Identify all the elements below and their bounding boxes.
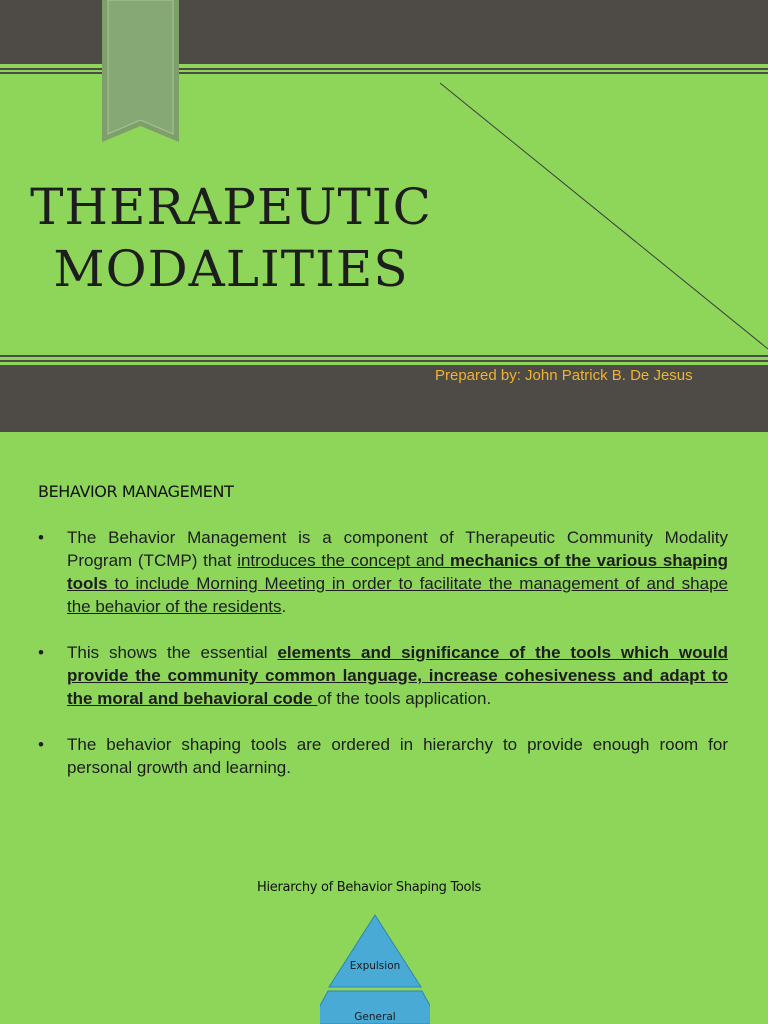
bullet1-end: . xyxy=(281,597,287,616)
bullet-icon: • xyxy=(38,528,44,547)
bullet-icon: • xyxy=(38,735,44,754)
pyramid-label-expulsion: Expulsion xyxy=(349,960,401,972)
bullet2-text: This shows the essential xyxy=(67,643,278,662)
bullet2-end: of the tools application. xyxy=(317,689,492,708)
bullet-item xyxy=(38,733,728,779)
bottom-stripe xyxy=(0,355,768,357)
bullet1-underlined-2: to include Morning Meeting in order to facilitate the management of and shape the behavior of the residents xyxy=(67,574,728,616)
section-heading: BEHAVIOR MANAGEMENT xyxy=(38,482,234,501)
bullet-item xyxy=(38,526,728,618)
bullet1-underlined: introduces the concept and xyxy=(237,551,451,570)
hierarchy-title: Hierarchy of Behavior Shaping Tools xyxy=(257,880,481,895)
bullet1-text: The Behavior Management is a component of Therapeutic Community Modality Program (TCMP) that xyxy=(67,528,728,570)
bullet-item xyxy=(38,641,728,710)
content-slide xyxy=(0,432,768,1024)
bullet2-bold-underlined: elements and significance of the tools which would provide the community common language, increase cohesiveness and adapt to the moral and behavioral code xyxy=(67,643,728,708)
bookmark-ribbon xyxy=(102,0,179,142)
title-slide xyxy=(0,0,768,432)
bullet1-bold-underlined: mechanics of the various shaping tools xyxy=(67,551,728,593)
cover-title xyxy=(16,176,446,300)
cover-title-line-2: MODALITIES xyxy=(53,240,409,298)
cover-title-line-1: THERAPEUTIC xyxy=(30,178,432,236)
bullet-list xyxy=(38,526,728,802)
bottom-stripe-2 xyxy=(0,360,768,362)
bullet3-text: The behavior shaping tools are ordered in hierarchy to provide enough room for personal growth and learning. xyxy=(67,735,728,777)
hierarchy-pyramid xyxy=(320,912,430,1024)
prepared-by: Prepared by: John Patrick B. De Jesus xyxy=(435,367,693,384)
bullet-icon: • xyxy=(38,643,44,662)
pyramid-label-general: General xyxy=(354,1011,396,1023)
pyramid-level-expulsion xyxy=(329,915,421,987)
